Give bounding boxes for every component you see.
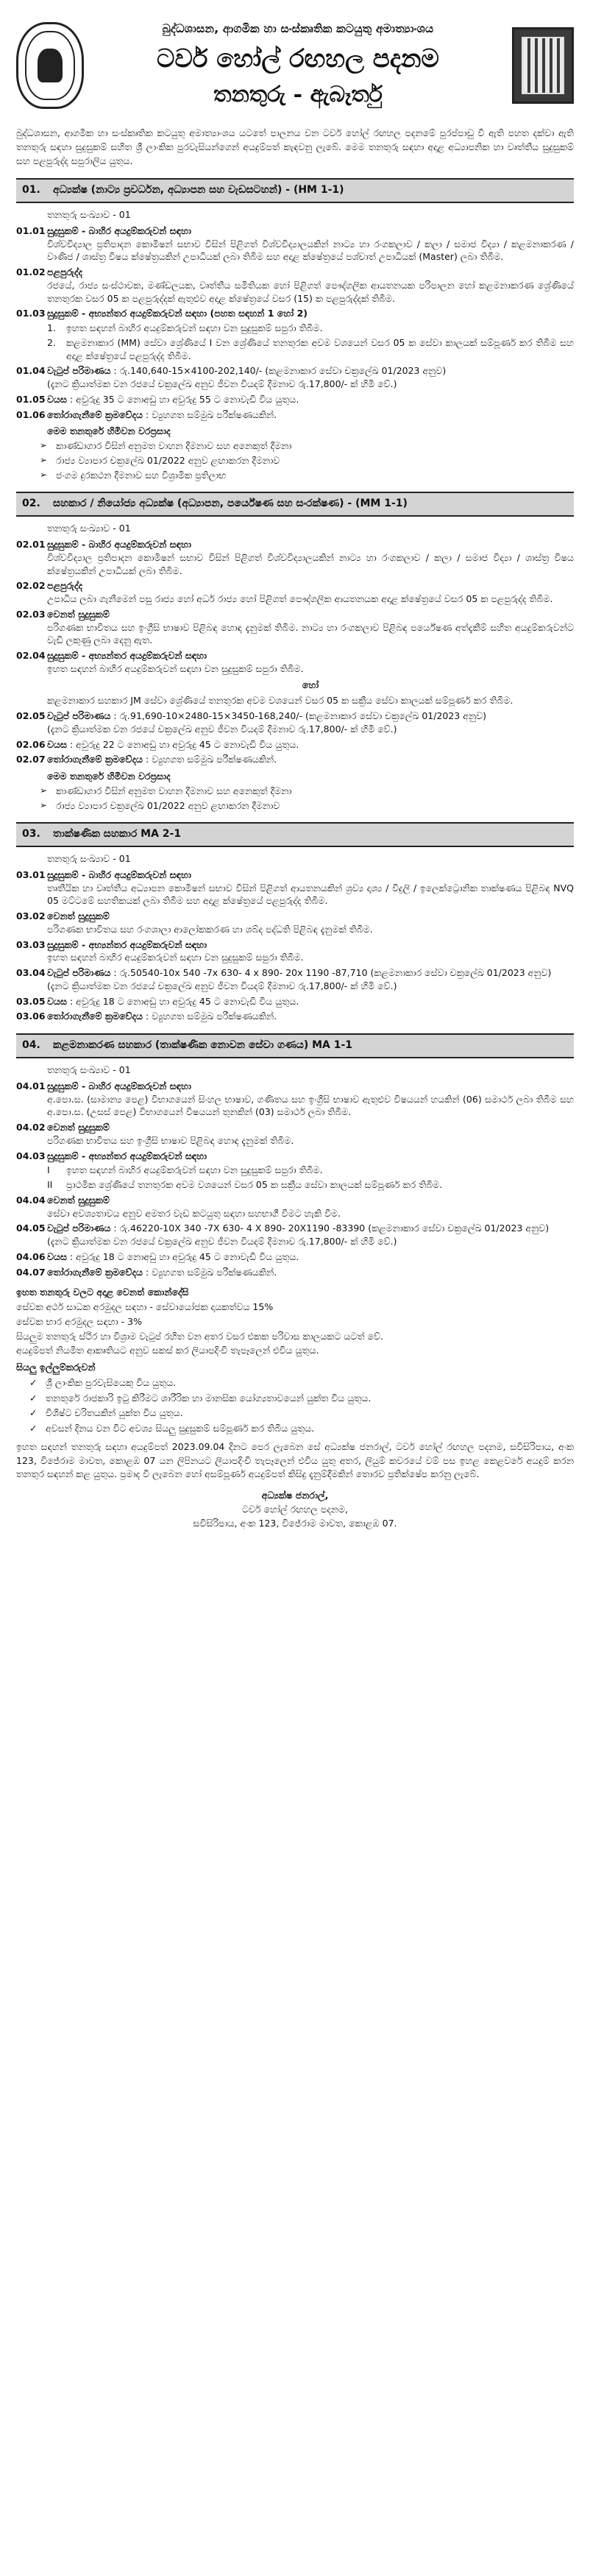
clause-line bbox=[47, 266, 574, 279]
clause-text-alt: කළමනාකාර සහකාර JM සේවා ශ්‍රේණියේ තනතුරක අවම වශයෙන් වසර 05 ක සක්‍රීය සේවා කාලයක් සම්පූර්ණ කර තිබීම. bbox=[47, 695, 513, 707]
clause-row bbox=[16, 266, 574, 305]
clause-row bbox=[16, 608, 574, 647]
clause-label: වැටුප් පරිමාණය bbox=[47, 967, 111, 979]
clause-number: 04.06 bbox=[16, 1250, 46, 1262]
clause-label: වෙනත් සුදුසුකම් bbox=[47, 1194, 110, 1206]
clause-content bbox=[47, 1121, 574, 1147]
section-heading bbox=[16, 822, 574, 847]
clause-line bbox=[47, 408, 574, 422]
clause-value: : අවුරුදු 22 ට නොඅඩු හා අවුරුදු 45 ට නොවැඩි විය යුතුය. bbox=[69, 738, 299, 750]
sub-clause-text: ඉහත සඳහන් බාහිර අයදුම්කරුවන් සඳහා වන සුදුසුකම් සපුරා තිබීම. bbox=[66, 322, 323, 334]
general-condition-item: සේවක භාර අරමුදල සඳහා - 3% bbox=[16, 1315, 142, 1327]
clause-text: පරිගණක භාවිතය සහ ඉංග්‍රීසි භාෂාව පිළිබඳ හොඳ දැනුමක් තිබීම. bbox=[47, 1134, 294, 1146]
clause-row bbox=[16, 1250, 574, 1264]
clause-line bbox=[47, 608, 574, 621]
clause-line bbox=[47, 579, 574, 592]
clause-number: 04.07 bbox=[16, 1266, 46, 1278]
general-conditions bbox=[16, 1286, 574, 1482]
clause-number: 01.01 bbox=[16, 224, 46, 236]
clause-line bbox=[47, 1250, 574, 1264]
clause-line bbox=[47, 307, 574, 320]
clause-number: 03.04 bbox=[16, 967, 46, 979]
clause-text: අ.පො.ස. (සාමාන්‍ය පෙළ) විභාගයෙන් සිංහල භාෂාව, ගණිතය සහ ඉංග්‍රීසි භාෂාව ඇතුළුව විෂයයන් හයකින් (06) සමාර්ථ ලබා තිබීම සහ අ.පො.ස. (උසස් පෙළ) විභාගයෙන් විෂයයන් තුනකින් (03) සමාර්ථ ලබා තිබීම. bbox=[47, 1093, 574, 1118]
section-title: තාක්ෂණික සහකාර MA 2-1 bbox=[53, 828, 182, 841]
clause-row bbox=[16, 868, 574, 907]
vacancy-count: තනතුරු සංඛ්‍යාව - 01 bbox=[47, 209, 131, 221]
privilege-item: ➢ ජංගම දුරකථන දීමනාව සහ විශ්‍රාමික ප්‍රතිලාභ bbox=[40, 469, 574, 482]
vacancy-count: තනතුරු සංඛ්‍යාව - 01 bbox=[47, 853, 131, 865]
privileges-heading: මෙම තනතුරේ හිමිවන වරප්‍රසාද bbox=[47, 771, 171, 782]
privilege-item: ➢ රාජ්‍ය ව්‍යාපාර චක්‍රලේඛ 01/2022 අනුව ළඟාකරන දීමනාව bbox=[40, 454, 574, 467]
clause-line bbox=[47, 710, 574, 723]
clause-label: පළපුරුද්ද bbox=[47, 580, 83, 592]
sri-lanka-national-emblem-icon bbox=[16, 22, 84, 109]
clause-row bbox=[16, 995, 574, 1008]
clause-line bbox=[47, 1080, 574, 1093]
clause-label: සුදුසුකම් - බාහිර අයදුම්කරුවන් සඳහා bbox=[47, 1080, 191, 1091]
clause-content bbox=[47, 868, 574, 907]
privilege-item: ➢ කාණ්ඩාගාර විසින් අනුමත වාහන දීමනාව සහ අනෙකුත් දීමනා bbox=[40, 439, 574, 453]
clause-label: සුදුසුකම් - බාහිර අයදුම්කරුවන් සඳහා bbox=[47, 224, 191, 236]
section-title: අධ්‍යක්ෂ (නාට්‍ය ප්‍රවර්ධන, අධ්‍යාපන සහ වැඩසටහන්) - (HM 1-1) bbox=[53, 184, 344, 197]
clause-line bbox=[47, 868, 574, 882]
clause-content bbox=[47, 995, 574, 1008]
clause-text: ඉහත සඳහන් බාහිර අයදුම්කරුවන් සඳහා වන සුදුසුකම් සපුරා තිබීම. bbox=[47, 662, 304, 674]
privileges-heading: මෙම තනතුරේ හිමිවන වරප්‍රසාද bbox=[47, 425, 171, 437]
header-text bbox=[84, 21, 512, 111]
general-condition-item: අයදුම්පත් නියමිත ආකෘතියට අනුව සකස් කර ලියාපදිංචි තැපෑලෙන් එවිය යුතුය. bbox=[16, 1345, 319, 1356]
clause-label: තෝරාගැනීමේ ක්‍රමවේදය bbox=[47, 1011, 143, 1022]
document-title: තනතුරු - ඇබෑර්තු bbox=[213, 81, 383, 107]
clause-text: රජයේ, රාජ්‍ය සංස්ථාවක, මණ්ඩලයක, වෘත්තීය සමිතියක හෝ පිළිගත් පෞද්ගලික ආයතනයක පරිපාලන හෝ කළමනාකරණ ශ්‍රේණියේ තනතුරක වසර 05 ක පළපුරුද්දක් ඇතුළුව අදාළ ක්ෂේත්‍රයේ වසර (15) ක පළපුරුද්දක් තිබීම. bbox=[47, 279, 574, 304]
sub-clause-text: ඉහත සඳහන් බාහිර අයදුම්කරුවන් සඳහා වන සුදුසුකම් සපුරා තිබීම. bbox=[66, 1164, 323, 1176]
section-number: 01. bbox=[22, 184, 40, 197]
clause-value: : රු.140,640-15×4100-202,140/- (කළමනාකාර සේවා චක්‍රලේඛ 01/2023 අනුව) bbox=[113, 365, 447, 377]
clause-line bbox=[47, 1121, 574, 1134]
clause-row bbox=[16, 1194, 574, 1220]
clause-content bbox=[47, 579, 574, 606]
clause-number: 02.07 bbox=[16, 754, 46, 765]
clause-line bbox=[47, 910, 574, 923]
clause-text: විශ්වවිද්‍යාල ප්‍රතිපාදන කොමිෂන් සභාව විසින් පිළිගත් විශ්වවිද්‍යාලයකින් නාට්‍ය හා රංගකලාව / කලා / සමාජ විද්‍යා / ශාස්ත්‍ර විෂය ක්ෂේත්‍රයකින් උපාධියක් ලබා තිබීම. bbox=[47, 551, 574, 576]
clause-label: සුදුසුකම් - අභ්‍යන්තර අයදුම්කරුවන් සඳහා bbox=[47, 1150, 207, 1161]
clause-row bbox=[16, 1222, 574, 1248]
sub-clause bbox=[47, 1178, 574, 1192]
clause-number: 01.06 bbox=[16, 408, 46, 420]
clause-value: : ව්‍යුහගත සම්මුඛ පරීක්ෂණයකින්. bbox=[146, 754, 277, 765]
clause-row bbox=[16, 1080, 574, 1119]
clause-content bbox=[47, 938, 574, 965]
clause-line bbox=[47, 393, 574, 406]
sub-clause-marker: I bbox=[47, 1164, 50, 1176]
clause-row bbox=[16, 753, 574, 766]
clause-line bbox=[47, 224, 574, 238]
clause-line bbox=[47, 649, 574, 662]
clause-row bbox=[16, 966, 574, 993]
clause-label: වැටුප් පරිමාණය bbox=[47, 710, 111, 721]
clause-number: 02.03 bbox=[16, 608, 46, 620]
clause-number: 03.06 bbox=[16, 1011, 46, 1022]
clause-value: : ව්‍යුහගත සම්මුඛ පරීක්ෂණයකින්. bbox=[146, 408, 277, 420]
applicant-requirement-item: ✓ තනතුරේ රාජකාරි ඉටු කිරීමට ශාරීරික හා මානසික යෝග්‍යතාවයෙන් යුක්ත විය යුතුය. bbox=[29, 1392, 574, 1406]
clause-label: තෝරාගැනීමේ ක්‍රමවේදය bbox=[47, 754, 143, 765]
clause-number: 02.05 bbox=[16, 710, 46, 721]
clause-row bbox=[16, 1150, 574, 1192]
clause-line bbox=[47, 738, 574, 751]
clause-number: 01.02 bbox=[16, 266, 46, 278]
clause-row bbox=[16, 538, 574, 577]
clause-row bbox=[16, 710, 574, 736]
closing-paragraph: ඉහත සඳහන් තනතුරු සඳහා අයදුම්පත් 2023.09.04 දිනට පෙර ලැබෙන සේ අධ්‍යක්ෂ ජනරාල්, ටවර් හෝල් රඟහල පදනම, සවිසිරිපාය, අංක 123, විජේරාම මාවත, කොළඹ 07 යන ලිපිනයට ලියාපදිංචි තැපෑලෙන් එවිය යුතු අතර, ලියුම් කවරයේ වම් පස ඉහළ කෙළවරේ අයදුම් කරන තනතුර සඳහන් කළ යුතුය. ප්‍රමාද වී ලැබෙන හෝ අසම්පූර්ණ අයදුම්පත් කිසිදු දැනුම්දීමකින් තොරව ප්‍රතික්ෂේප කරනු ලැබේ. bbox=[16, 1440, 574, 1480]
clause-value: : ව්‍යුහගත සම්මුඛ පරීක්ෂණයකින්. bbox=[146, 1266, 277, 1278]
general-conditions-heading: ඉහත තනතුරු වලට අදාළ වෙනත් කොන්දේසි bbox=[16, 1287, 189, 1298]
clause-content bbox=[47, 224, 574, 263]
sub-clause-marker: 2. bbox=[47, 336, 56, 348]
clause-number: 02.06 bbox=[16, 738, 46, 750]
clause-number: 04.05 bbox=[16, 1222, 46, 1234]
clause-number: 04.01 bbox=[16, 1080, 46, 1091]
clause-label: වයස bbox=[47, 393, 67, 405]
clause-line bbox=[47, 1150, 574, 1163]
clause-label: සුදුසුකම් - අභ්‍යන්තර අයදුම්කරුවන් සඳහා bbox=[47, 938, 207, 950]
clause-line bbox=[47, 364, 574, 378]
general-condition-item: සේවක අර්ථ සාධක අරමුදල සඳහා - සේවායෝජක දායකත්වය 15% bbox=[16, 1301, 274, 1312]
clause-content bbox=[47, 307, 574, 362]
clause-content bbox=[47, 1150, 574, 1192]
clause-number: 01.03 bbox=[16, 308, 46, 319]
section-heading bbox=[16, 1033, 574, 1058]
or-divider: හෝ bbox=[302, 679, 319, 690]
clause-content bbox=[47, 393, 574, 406]
clause-value: : රු.50540-10x 540 -7x 630- 4 x 890- 20x 1190 -87,710 (කළමනාකාර සේවා චක්‍රලේඛ 01/2023 අනුව) bbox=[113, 967, 552, 979]
section-title: කළමනාකරණ සහකාර (තාක්ෂණික නොවන සේවා ගණය) MA 1-1 bbox=[53, 1039, 353, 1052]
clause-number: 03.05 bbox=[16, 995, 46, 1007]
clause-content bbox=[47, 608, 574, 647]
clause-line bbox=[47, 938, 574, 952]
clause-line bbox=[47, 538, 574, 551]
sub-clause bbox=[47, 322, 574, 335]
clause-content bbox=[47, 738, 574, 751]
clause-number: 04.04 bbox=[16, 1194, 46, 1206]
clause-label: සුදුසුකම් - බාහිර අයදුම්කරුවන් සඳහා bbox=[47, 868, 191, 880]
clause-row bbox=[16, 224, 574, 263]
clause-text: තෘතීයික හා වෘත්තීය අධ්‍යාපන කොමිෂන් සභාව විසින් පිළිගත් ආයතනයකින් ශ්‍රව්‍ය දෘශ්‍ය / විදුලි / ඉලෙක්ට්‍රොනික තාක්ෂණය පිළිබඳ NVQ 05 මට්ටමේ සහතිකයක් ලබා තිබීම සහ අදාළ ක්ෂේත්‍රයේ පළපුරුද්ද තිබීම. bbox=[47, 882, 574, 907]
department-name: ටවර් හෝල් රඟහල පදනම bbox=[157, 43, 439, 74]
clause-content bbox=[47, 966, 574, 993]
privileges-list bbox=[40, 439, 574, 481]
clause-row bbox=[16, 938, 574, 965]
clause-label: සුදුසුකම් - අභ්‍යන්තර අයදුම්කරුවන් සඳහා (පහත සඳහන් 1 හෝ 2) bbox=[47, 308, 308, 319]
clause-label: සුදුසුකම් - අභ්‍යන්තර අයදුම්කරුවන් සඳහා bbox=[47, 650, 207, 661]
applicant-requirement-item: ✓ ශ්‍රී ලාංකික පුරවැසියෙකු විය යුතුය. bbox=[29, 1376, 574, 1390]
sub-clause-marker: 1. bbox=[47, 322, 56, 334]
clause-label: වෙනත් සුදුසුකම් bbox=[47, 1122, 110, 1133]
section-number: 04. bbox=[22, 1039, 40, 1052]
allowance-note: (දැනට ක්‍රියාත්මක වන රජයේ චක්‍රලේඛ අනුව ජීවන වියදම් දීමනාව රු.17,800/- ක් හිමි වේ.) bbox=[47, 1236, 397, 1247]
intro-paragraph: බුද්ධශාසන, ආගමික හා සංස්කෘතික කටයුතු අමාත්‍යාංශය යටතේ පාලනය වන ටවර් හෝල් රඟහල පදනමේ පුරප්පාඩු වී ඇති පහත දක්වා ඇති තනතුරු සඳහා සුදුසුකම් සහිත ශ්‍රී ලාංකික පුරවැසියන්ගෙන් අයදුම්පත් කැඳවනු ලැබේ. මෙම තනතුරු සඳහා අදාළ අධ්‍යාපනික හා වෘත්තීය සුදුසුකම් සහ පළපුරුද්ද සපුරාලිය යුතුය. bbox=[16, 127, 574, 166]
clause-number: 02.01 bbox=[16, 539, 46, 550]
clause-value: : රු.91,690-10×2480-15×3450-168,240/- (කළමනාකාර සේවා චක්‍රලේඛ 01/2023 අනුව) bbox=[113, 710, 486, 721]
clause-label: වයස bbox=[47, 995, 67, 1007]
clause-text: විශ්වවිද්‍යාල ප්‍රතිපාදන කොමිෂන් සභාව විසින් පිළිගත් විශ්වවිද්‍යාලයකින් නාට්‍ය හා රංගකලාව / කලා / සමාජ විද්‍යා / කළමනාකරණ / වාණිජ / ශාස්ත්‍ර විෂය ක්ෂේත්‍රයකින් උපාධියක් ලබා තිබීම සහ අදාළ ක්ෂේත්‍රයේ පශ්චාත් උපාධියක් (Master) ලබා තිබීම. bbox=[47, 238, 574, 263]
clause-line bbox=[47, 753, 574, 766]
clause-value: : රු.46220-10X 340 -7X 630- 4 X 890- 20X1190 -83390 (කළමනාකාර සේවා චක්‍රලේඛ 01/2023 අනුව) bbox=[113, 1222, 550, 1234]
clause-row bbox=[16, 393, 574, 406]
section-number: 02. bbox=[22, 498, 40, 510]
applicants-heading: සියලු ඉල්ලුම්කරුවන් bbox=[16, 1362, 96, 1373]
clause-content bbox=[47, 364, 574, 391]
clause-number: 01.05 bbox=[16, 393, 46, 405]
sub-clause bbox=[47, 1164, 574, 1177]
allowance-note: (දැනට ක්‍රියාත්මක වන රජයේ චක්‍රලේඛ අනුව ජීවන වියදම් දීමනාව රු.17,800/- ක් හිමි වේ.) bbox=[47, 980, 397, 991]
section-heading bbox=[16, 178, 574, 203]
clause-text: ඉහත සඳහන් බාහිර අයදුම්කරුවන් සඳහා වන සුදුසුකම් සපුරා තිබීම. bbox=[47, 952, 304, 963]
clause-label: තෝරාගැනීමේ ක්‍රමවේදය bbox=[47, 408, 143, 420]
clause-content bbox=[47, 266, 574, 305]
clause-text: සේවා අවශ්‍යතාවය අනුව අමතර වැඩ කටයුතු සඳහා සහභාගී වීමට හැකි වීම. bbox=[47, 1207, 341, 1219]
sub-clause-text: ප්‍රාථමික ශ්‍රේණියේ තනතුරක අවම වශයෙන් වසර 05 ක සක්‍රීය සේවා කාලයක් සම්පූර්ණ කර තිබීම. bbox=[66, 1179, 443, 1190]
clause-number: 04.03 bbox=[16, 1150, 46, 1161]
clause-content bbox=[47, 753, 574, 766]
general-conditions-list bbox=[16, 1301, 574, 1358]
signatory-address: සවිසිරිපාය, අංක 123, විජේරාම මාවත, කොළඹ 07. bbox=[193, 1517, 397, 1529]
clause-label: තෝරාගැනීමේ ක්‍රමවේදය bbox=[47, 1266, 143, 1278]
clause-label: වැටුප් පරිමාණය bbox=[47, 1222, 111, 1234]
clause-text: උපාධිය ලබා ගැනීමෙන් පසු රාජ්‍ය හෝ අර්ධ රාජ්‍ය හෝ පිළිගත් පෞද්ගලික ආයතනයක අදාළ ක්ෂේත්‍රයේ වසර 05 ක පළපුරුද්ද තිබීම. bbox=[47, 593, 553, 604]
allowance-note: (දැනට ක්‍රියාත්මක වන රජයේ චක්‍රලේඛ අනුව ජීවන වියදම් දීමනාව රු.17,800/- ක් හිමි වේ.) bbox=[47, 723, 397, 735]
clause-content bbox=[47, 1250, 574, 1264]
vacancy-count: තනතුරු සංඛ්‍යාව - 01 bbox=[47, 523, 131, 534]
clause-label: වෙනත් සුදුසුකම් bbox=[47, 608, 110, 620]
clause-content bbox=[47, 1010, 574, 1023]
clause-row bbox=[16, 364, 574, 391]
clause-row bbox=[16, 408, 574, 422]
vacancy-count: තනතුරු සංඛ්‍යාව - 01 bbox=[47, 1064, 131, 1075]
clause-content bbox=[47, 1222, 574, 1248]
privilege-item: ➢ කාණ්ඩාගාර විසින් අනුමත වාහන දීමනාව සහ අනෙකුත් දීමනා bbox=[40, 785, 574, 798]
clause-label: වැටුප් පරිමාණය bbox=[47, 365, 111, 377]
clause-row bbox=[16, 1010, 574, 1023]
clause-text: පරිගණක භාවිතය සහ ඉංග්‍රීසි භාෂාව පිළිබඳ හොඳ දැනුමක් තිබීම. නාට්‍ය හා රංගකලාව පිළිබඳ පර්යේෂණ අත්දැකීම් සහිත අයදුම්කරුවන්ට වැඩි ලකුණු ලබා දෙනු ඇත. bbox=[47, 621, 574, 646]
clause-text: පරිගණක භාවිතය සහ රංගශාලා ආලෝකකරණ හා ශබ්ද පද්ධති පිළිබඳ දැනුමක් තිබීම. bbox=[47, 923, 373, 935]
header bbox=[16, 10, 574, 121]
clause-line bbox=[47, 995, 574, 1008]
clause-row bbox=[16, 910, 574, 936]
clause-number: 02.04 bbox=[16, 650, 46, 661]
applicant-requirement-item: ✓ විශිෂ්ට චරිතයකින් යුක්ත විය යුතුය. bbox=[29, 1406, 574, 1420]
clause-row bbox=[16, 1266, 574, 1279]
sub-clause-marker: II bbox=[47, 1179, 53, 1190]
sub-clause-text: කළමනාකාර (MM) සේවා ශ්‍රේණියේ I වන ශ්‍රේණියේ තනතුරක අවම වශයෙන් වසර 05 ක සේවා කාලයක් සම්පූර්ණ කර තිබීම සහ අදාළ ක්ෂේත්‍රයේ පළපුරුද්ද තිබීම. bbox=[66, 336, 574, 361]
clause-content bbox=[47, 910, 574, 936]
clause-number: 01.04 bbox=[16, 365, 46, 377]
general-condition-item: සියලුම තනතුරු ස්ථිර හා විශ්‍රාම වැටුප් රහිත වන අතර වසර එකක පරිවාස කාලයකට යටත් වේ. bbox=[16, 1330, 383, 1342]
clause-line bbox=[47, 966, 574, 980]
clause-value: : ව්‍යුහගත සම්මුඛ පරීක්ෂණයකින්. bbox=[146, 1011, 277, 1022]
clause-row bbox=[16, 649, 574, 707]
clause-content bbox=[47, 710, 574, 736]
clause-row bbox=[16, 1121, 574, 1147]
clause-number: 03.03 bbox=[16, 938, 46, 950]
clause-row bbox=[16, 579, 574, 606]
signatory-title: අධ්‍යක්ෂ ජනරාල්, bbox=[261, 1490, 329, 1501]
applicant-requirements-list bbox=[29, 1376, 574, 1436]
clause-line bbox=[47, 1010, 574, 1023]
clause-number: 03.02 bbox=[16, 910, 46, 922]
section-number: 03. bbox=[22, 828, 40, 841]
clause-content bbox=[47, 408, 574, 422]
clause-content bbox=[47, 1080, 574, 1119]
clause-line bbox=[47, 1222, 574, 1235]
signatory-organization: ටවර් හෝල් රඟහල පදනම, bbox=[241, 1503, 348, 1515]
tower-hall-foundation-logo-icon bbox=[512, 27, 574, 104]
section-title: සහකාර / නියෝජ්‍ය අධ්‍යක්ෂ (අධ්‍යාපන, පර්යේෂණ සහ සංරක්ෂණ) - (MM 1-1) bbox=[53, 498, 408, 510]
clause-value: : අවුරුදු 35 ට නොඅඩු හා අවුරුදු 55 ට නොවැඩි විය යුතුය. bbox=[69, 393, 299, 405]
clause-content bbox=[47, 1266, 574, 1279]
clause-value: : අවුරුදු 18 ට නොඅඩු හා අවුරුදු 45 ට නොවැඩි විය යුතුය. bbox=[69, 1250, 299, 1262]
clause-label: වෙනත් සුදුසුකම් bbox=[47, 910, 110, 922]
section-heading bbox=[16, 492, 574, 517]
clause-value: : අවුරුදු 18 ට නොඅඩු හා අවුරුදු 45 ට නොවැඩි විය යුතුය. bbox=[69, 995, 299, 1007]
clause-row bbox=[16, 738, 574, 751]
clause-number: 04.02 bbox=[16, 1122, 46, 1133]
clause-number: 02.02 bbox=[16, 580, 46, 592]
clause-label: සුදුසුකම් - බාහිර අයදුම්කරුවන් සඳහා bbox=[47, 539, 191, 550]
privileges-list bbox=[40, 785, 574, 813]
clause-line bbox=[47, 1194, 574, 1207]
ministry-name: බුද්ධශාසන, ආගමික හා සංස්කෘතික කටයුතු අමාත්‍යාංශය bbox=[162, 21, 434, 35]
clause-number: 03.01 bbox=[16, 868, 46, 880]
clause-content bbox=[47, 649, 574, 707]
signature-block bbox=[16, 1489, 574, 1530]
clause-content bbox=[47, 1194, 574, 1220]
clause-label: වයස bbox=[47, 1250, 67, 1262]
clause-label: පළපුරුද්ද bbox=[47, 266, 83, 278]
clause-line bbox=[47, 1266, 574, 1279]
allowance-note: (දැනට ක්‍රියාත්මක වන රජයේ චක්‍රලේඛ අනුව ජීවන වියදම් දීමනාව රු.17,800/- ක් හිමි වේ.) bbox=[47, 378, 397, 390]
sections bbox=[16, 178, 574, 1278]
sub-clause bbox=[47, 336, 574, 363]
clause-label: වයස bbox=[47, 738, 67, 750]
applicant-requirement-item: ✓ අවසන් දිනය වන විට අවශ්‍ය සියලු සුදුසුකම් සම්පූර්ණ කර තිබිය යුතුය. bbox=[29, 1422, 574, 1436]
privilege-item: ➢ රාජ්‍ය ව්‍යාපාර චක්‍රලේඛ 01/2022 අනුව ළඟාකරන දීමනාව bbox=[40, 799, 574, 813]
clause-content bbox=[47, 538, 574, 577]
clause-row bbox=[16, 307, 574, 362]
